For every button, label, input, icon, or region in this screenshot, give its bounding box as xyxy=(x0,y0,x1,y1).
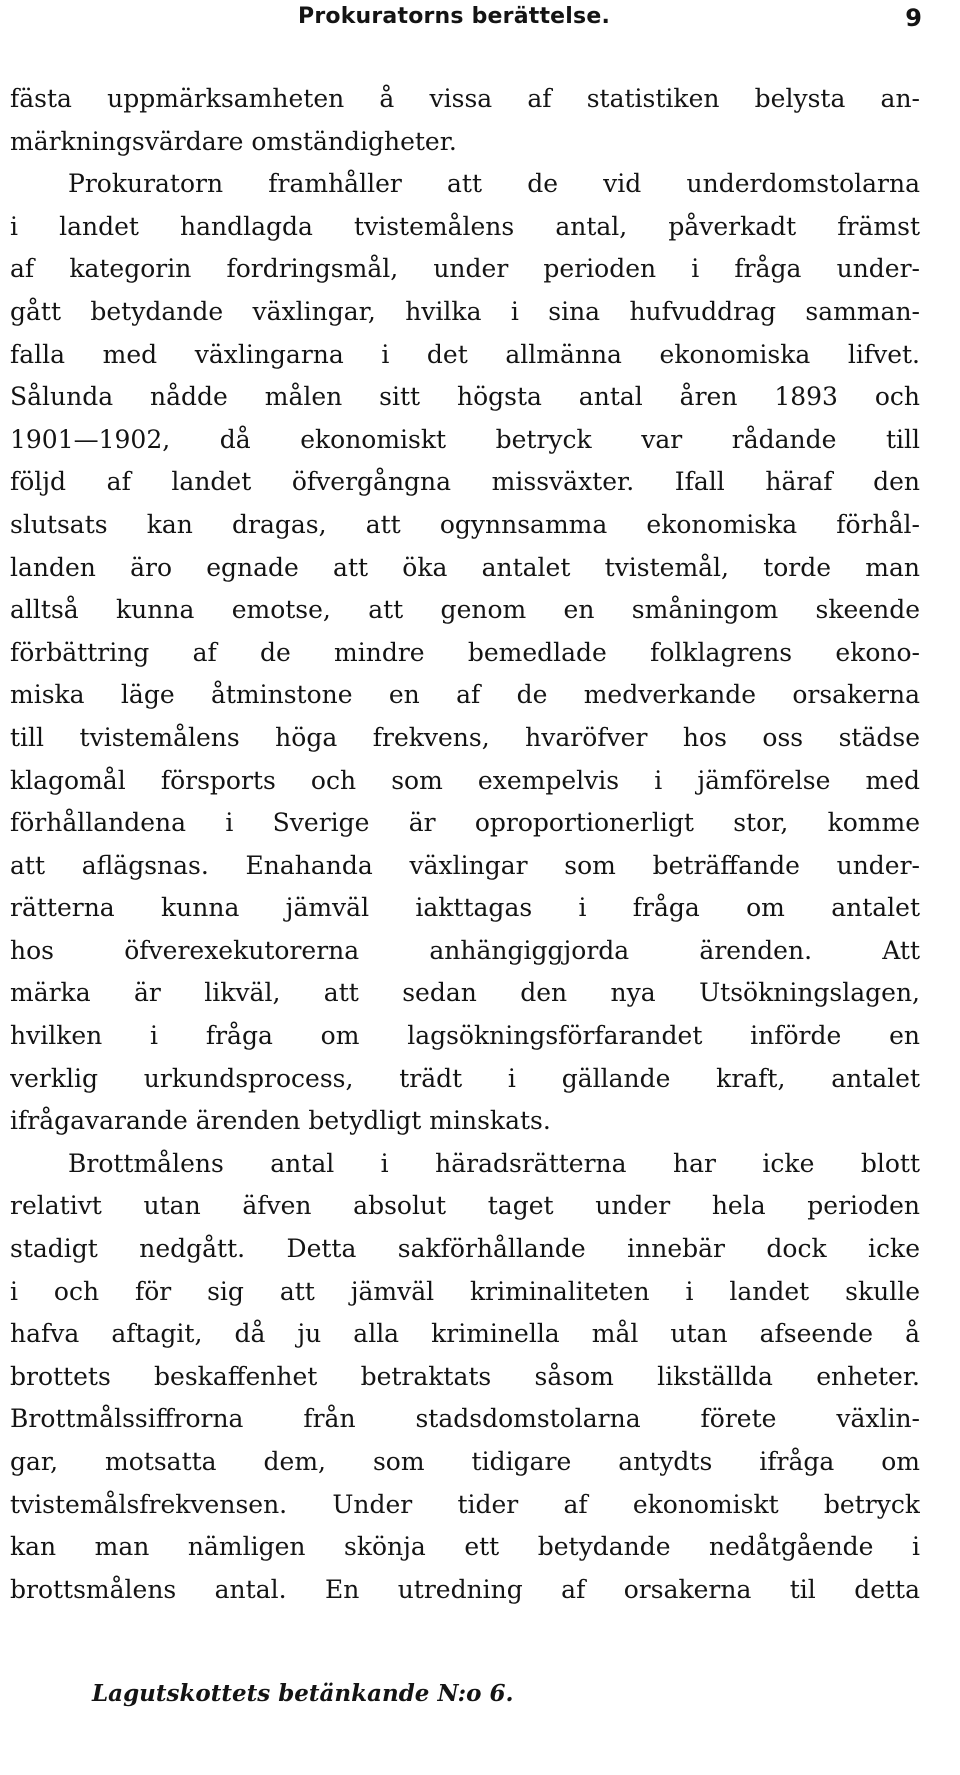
text-line: hafva aftagit, då ju alla kriminella mål utan afseende å xyxy=(10,1319,920,1349)
text-line: stadigt nedgått. Detta sakförhållande innebär dock icke xyxy=(10,1234,920,1264)
text-line: hos öfverexekutorerna anhängiggjorda ärenden. Att xyxy=(10,935,920,965)
page-number: 9 xyxy=(905,4,922,32)
text-line: Sålunda nådde målen sitt högsta antal åren 1893 och xyxy=(10,382,920,412)
text-line: Brottmålssiffrorna från stadsdomstolarna förete växlin- xyxy=(10,1404,920,1434)
text-line: märkningsvärdare omständigheter. xyxy=(10,126,457,156)
text-line: Prokuratorn framhåller att de vid underdomstolarna xyxy=(68,169,920,199)
running-title: Prokuratorns berättelse. xyxy=(298,4,611,29)
text-line: tvistemålsfrekvensen. Under tider af ekonomiskt betryck xyxy=(10,1489,920,1519)
text-line: klagomål försports och som exempelvis i jämförelse med xyxy=(10,765,920,795)
footer-signature: Lagutskottets betänkande N:o 6. xyxy=(92,1680,514,1707)
text-line: 1901—1902, då ekonomiskt betryck var rådande till xyxy=(10,424,920,454)
text-line: följd af landet öfvergångna missväxter. Ifall häraf den xyxy=(10,467,920,497)
text-line: rätterna kunna jämväl iakttagas i fråga om antalet xyxy=(10,893,920,923)
text-line: gått betydande växlingar, hvilka i sina hufvuddrag samman- xyxy=(10,296,920,326)
text-line: att aflägsnas. Enahanda växlingar som beträffande under- xyxy=(10,850,920,880)
text-line: förbättring af de mindre bemedlade folklagrens ekono- xyxy=(10,637,920,667)
text-line: ifrågavarande ärenden betydligt minskats. xyxy=(10,1106,551,1136)
text-line: Brottmålens antal i häradsrätterna har icke blott xyxy=(68,1148,920,1178)
text-line: märka är likväl, att sedan den nya Utsökningslagen, xyxy=(10,978,920,1008)
text-line: i landet handlagda tvistemålens antal, påverkadt främst xyxy=(10,211,920,241)
text-line: hvilken i fråga om lagsökningsförfarandet införde en xyxy=(10,1021,920,1051)
text-line: relativt utan äfven absolut taget under hela perioden xyxy=(10,1191,920,1221)
text-line: landen äro egnade att öka antalet tvistemål, torde man xyxy=(10,552,920,582)
text-line: förhållandena i Sverige är oproportionerligt stor, komme xyxy=(10,808,920,838)
text-line: brottets beskaffenhet betraktats såsom likställda enheter. xyxy=(10,1361,920,1391)
body-text xyxy=(10,78,920,1611)
text-line: alltså kunna emotse, att genom en småningom skeende xyxy=(10,595,920,625)
text-line: brottsmålens antal. En utredning af orsakerna til detta xyxy=(10,1574,920,1604)
text-line: falla med växlingarna i det allmänna ekonomiska lifvet. xyxy=(10,339,920,369)
page-header xyxy=(0,4,960,44)
text-line: verklig urkundsprocess, trädt i gällande kraft, antalet xyxy=(10,1063,920,1093)
text-line: kan man nämligen skönja ett betydande nedåtgående i xyxy=(10,1532,920,1562)
text-line: fästa uppmärksamheten å vissa af statistiken belysta an- xyxy=(10,84,920,113)
text-line: gar, motsatta dem, som tidigare antydts ifråga om xyxy=(10,1447,920,1476)
text-line: till tvistemålens höga frekvens, hvaröfver hos oss städse xyxy=(10,722,920,752)
text-line: miska läge åtminstone en af de medverkande orsakerna xyxy=(10,680,920,710)
text-line: slutsats kan dragas, att ogynnsamma ekonomiska förhål- xyxy=(10,509,920,539)
text-line: af kategorin fordringsmål, under perioden i fråga under- xyxy=(10,254,920,284)
text-line: i och för sig att jämväl kriminaliteten i landet skulle xyxy=(10,1276,920,1306)
